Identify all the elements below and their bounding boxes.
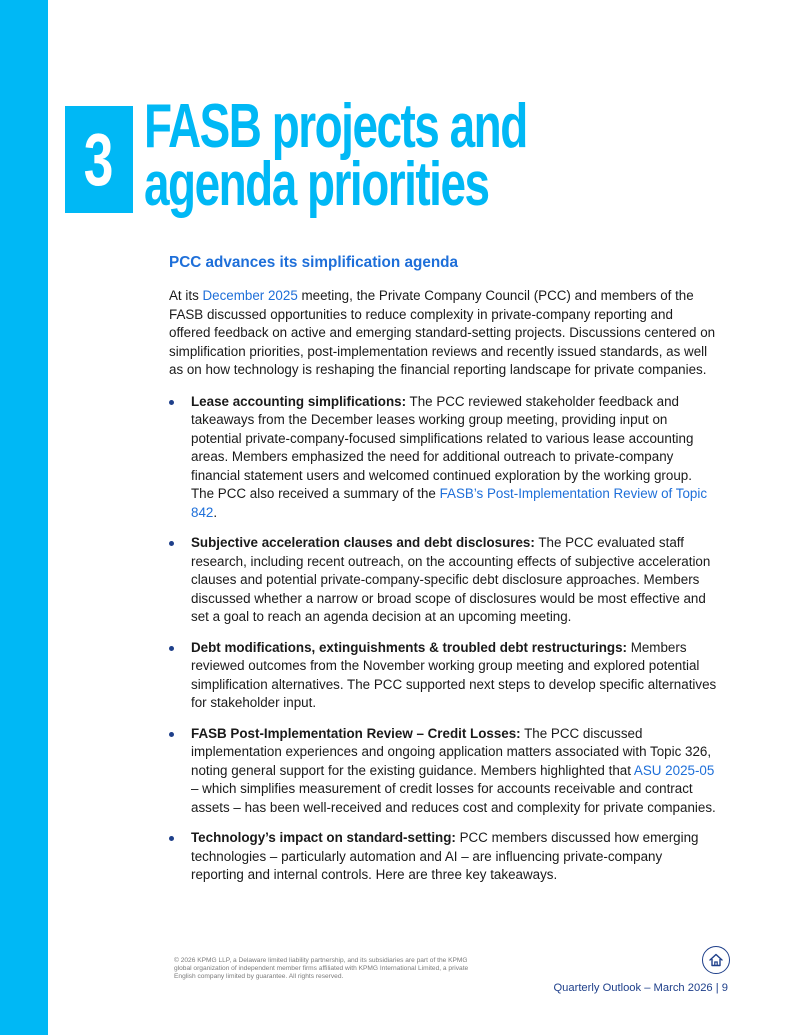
page-title-line-1: FASB projects and	[144, 92, 527, 161]
bullet-icon	[169, 732, 174, 737]
section-heading: PCC advances its simplification agenda	[169, 254, 459, 271]
page-title	[144, 92, 527, 219]
footer-page-label: Quarterly Outlook – March 2026 | 9	[553, 982, 728, 994]
list-item-title: Debt modifications, extinguishments & troubled debt restructurings:	[191, 639, 627, 655]
list-item-text: The PCC reviewed stakeholder feedback and takeaways from the December leases working group meeting, providing input on potential private-company-focused simplifications related to various lease accounting areas. Members emphasized the need for additional outreach to private-company financial statement users and welcomed continued exploration by the working group. The PCC also received a summary of the	[191, 393, 694, 501]
list-item-title: Subjective acceleration clauses and debt disclosures:	[191, 535, 535, 550]
list-item-text: PCC members discussed how emerging technologies – particularly automation and AI – are influencing private-company reporting and internal controls. Here are three key takeaways.	[191, 830, 699, 882]
list-item-technology-impact	[169, 829, 717, 885]
bullet-icon	[169, 400, 174, 405]
intro-text-pre: At its	[169, 288, 203, 303]
list-item-text: The PCC discussed implementation experiences and ongoing application matters associated with Topic 326, noting general support for the existing guidance. Members highlighted that	[191, 725, 712, 778]
home-button[interactable]	[702, 946, 730, 974]
section-number-badge	[65, 106, 133, 213]
left-accent-bar	[0, 0, 48, 1035]
list-item-text-end: – which simplifies measurement of credit losses for accounts receivable and contract assets – has been well-received and reduces cost and complexity for private companies.	[191, 781, 716, 815]
asu-2025-05-link[interactable]: ASU 2025-05	[633, 762, 715, 778]
intro-text-post: meeting, the Private Company Council (PCC) and members of the FASB discussed opportunities to reduce complexity in private-company reporting and offered feedback on active and emerging standard-setting projects. Discussions centered on simplification priorities, post-implementation reviews and recently issued standards, as well as on how technology is reshaping the financial reporting landscape for private companies.	[169, 288, 716, 377]
list-item-title: Lease accounting simplifications:	[191, 393, 407, 409]
list-item-text: Members reviewed outcomes from the November working group meeting and explored potential simplification alternatives. The PCC supported next steps to develop specific alternatives for stakeholder input.	[191, 639, 717, 710]
list-item-lease-accounting	[169, 393, 717, 523]
page-title-line-2: agenda priorities	[144, 150, 489, 219]
home-icon	[708, 952, 724, 968]
december-2025-link[interactable]: December 2025	[202, 288, 298, 303]
main-content	[169, 254, 717, 897]
list-item-title: Technology’s impact on standard-setting:	[191, 830, 456, 845]
list-item-title: FASB Post-Implementation Review – Credit Losses:	[191, 725, 521, 741]
topic-list	[169, 393, 717, 885]
intro-paragraph	[169, 287, 717, 380]
footer-legal-text: © 2026 KPMG LLP, a Delaware limited liability partnership, and its subsidiaries are part of the KPMG global organization of independent member firms affiliated with KPMG International Limited, a private English company limited by guarantee. All rights reserved.	[174, 957, 469, 981]
list-item-credit-losses	[169, 725, 717, 818]
topic-842-review-link[interactable]: FASB’s Post-Implementation Review of Topic 842	[191, 486, 708, 520]
bullet-icon	[169, 646, 174, 651]
list-item-text: The PCC evaluated staff research, including recent outreach, on the accounting effects of subjective acceleration clauses and potential private-company-specific debt disclosure approaches. Members discussed whether a narrow or broad scope of disclosures would be most effective and set a goal to reach an agenda decision at an upcoming meeting.	[191, 535, 711, 624]
list-item-text-end: .	[213, 504, 218, 520]
list-item-acceleration-clauses	[169, 534, 717, 627]
list-item-debt-modifications	[169, 639, 717, 713]
bullet-icon	[169, 541, 174, 546]
bullet-icon	[169, 836, 174, 841]
section-number: 3	[84, 117, 114, 201]
